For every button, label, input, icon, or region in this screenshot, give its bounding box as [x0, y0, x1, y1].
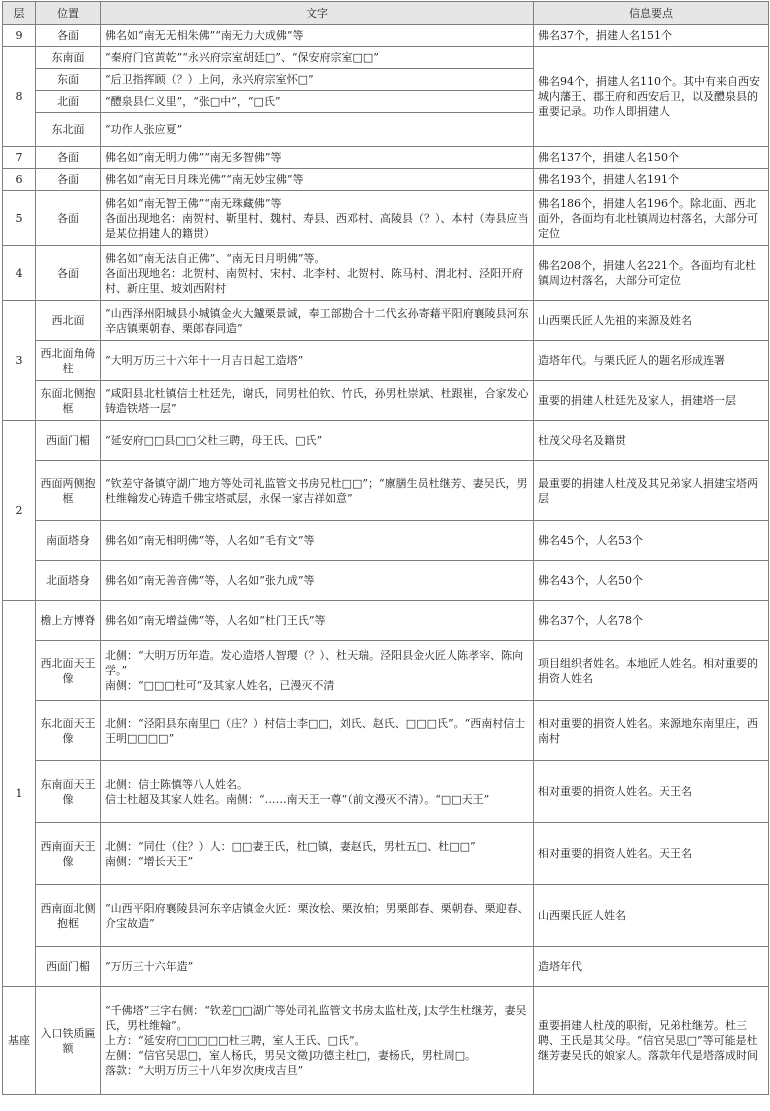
inscription-line: 佛名如“南无增益佛”等，人名如“杜门王氏”等	[105, 614, 326, 627]
inscription-text-cell	[101, 47, 534, 69]
inscription-text-cell	[101, 341, 534, 381]
position-cell: 南面塔身	[36, 521, 101, 561]
table-body	[3, 25, 769, 1095]
layer-cell: 2	[3, 421, 36, 601]
inscription-text-cell	[101, 521, 534, 561]
inscription-text-cell	[101, 885, 534, 947]
position-cell: 东北面天王像	[36, 701, 101, 761]
info-cell: 佛名208个，捐建人名221个。各面均有北杜镇周边村落名，大部分可定位	[534, 246, 769, 301]
inscription-line: “山西平阳府襄陵县河东辛店镇金火匠：栗汝桧、栗汝柏；男栗郎春、栗朝春、栗迎春、介宝故造”	[105, 901, 529, 930]
layer-cell: 9	[3, 25, 36, 47]
info-cell: 杜茂父母名及籍贯	[534, 421, 769, 461]
inscription-line: 落款：“大明万历三十八年岁次庚戌吉旦”	[105, 1064, 304, 1077]
inscription-line: 信士杜超及其家人姓名。南侧：“……南天王一尊”（前文漫灭不清）。“□□天王”	[105, 792, 490, 806]
table-row	[3, 169, 769, 191]
info-cell: 造塔年代。与栗氏匠人的题名形成连署	[534, 341, 769, 381]
inscription-text-cell	[101, 701, 534, 761]
position-cell: 各面	[36, 246, 101, 301]
inscription-line: 佛名如“南无日月珠光佛”“南无妙宝佛”等	[105, 173, 304, 186]
inscription-line: 南侧：“增长天王”	[105, 854, 194, 868]
inscription-line: 佛名如“南无善音佛”等，人名如“张九成”等	[105, 574, 315, 587]
table-row	[3, 246, 769, 301]
table-row	[3, 47, 769, 69]
table-row	[3, 461, 769, 521]
inscription-line: 各面出现地名：北贺村、南贺村、宋村、北李村、北贺村、陈马村、渭北村、泾阳开府村、新庄里、坡刘西附村	[105, 266, 523, 295]
position-cell: 各面	[36, 191, 101, 246]
info-cell: 重要的捐建人杜廷先及家人，捐建塔一层	[534, 381, 769, 421]
position-cell: 西面两侧抱框	[36, 461, 101, 521]
layer-cell: 4	[3, 246, 36, 301]
inscription-line: 各面出现地名：南贺村、靳里村、魏村、寿县、西邓村、高陵县（？）、本村（寿县应当是某位捐建人的籍贯）	[105, 211, 529, 240]
position-cell: 东南面	[36, 47, 101, 69]
info-cell: 山西栗氏匠人先祖的来源及姓名	[534, 301, 769, 341]
inscription-line: “功作人张应夏”	[105, 123, 183, 136]
info-cell: 佛名45个，人名53个	[534, 521, 769, 561]
layer-cell: 3	[3, 301, 36, 421]
inscription-line: 北侧：信士陈慎等八人姓名。	[105, 777, 248, 791]
inscription-line: “大明万历三十六年十一月吉日起工造塔”	[105, 354, 304, 367]
layer-cell: 8	[3, 47, 36, 147]
inscription-line: 佛名如“南无法自正佛”、“南无日月明佛”等。	[105, 251, 326, 265]
table-row	[3, 341, 769, 381]
inscription-line: 北侧：“泾阳县东南里□（庄？）村信士李□□，刘氏、赵氏、□□□氏”。“西南村信士王明□□□□”	[105, 716, 526, 745]
table-row	[3, 701, 769, 761]
info-cell: 佛名94个，捐建人名110个。其中有来自西安城内藩王、郡王府和西安后卫，以及醴泉县的重要记录。功作人即捐建人	[534, 47, 769, 147]
inscription-line: “后卫指挥顾（？）上问，永兴府宗室怀□”	[105, 73, 314, 86]
inscription-line: 上方：“延安府□□□□□杜三聘，室人王氏、□氏”。	[105, 1034, 366, 1047]
table-row	[3, 301, 769, 341]
layer-cell: 1	[3, 601, 36, 987]
table-row	[3, 421, 769, 461]
table-row	[3, 641, 769, 701]
inscription-line: “醴泉县仁义里”，“张□中”，“□氏”	[105, 95, 281, 108]
inscription-text-cell	[101, 761, 534, 823]
position-cell: 东面北侧抱框	[36, 381, 101, 421]
position-cell: 东南面天王像	[36, 761, 101, 823]
position-cell: 西南面北侧抱框	[36, 885, 101, 947]
table-row	[3, 601, 769, 641]
inscription-text-cell	[101, 561, 534, 601]
inscription-text-cell	[101, 601, 534, 641]
info-cell: 相对重要的捐资人姓名。来源地东南里庄，西南村	[534, 701, 769, 761]
table-row	[3, 147, 769, 169]
position-cell: 北面	[36, 91, 101, 113]
info-cell: 佛名193个，捐建人名191个	[534, 169, 769, 191]
header-info: 信息要点	[534, 2, 769, 25]
position-cell: 各面	[36, 25, 101, 47]
inscription-text-cell	[101, 246, 534, 301]
table-row	[3, 885, 769, 947]
inscription-line: 佛名如“南无智王佛”“南无珠藏佛”等	[105, 196, 282, 210]
position-cell: 各面	[36, 169, 101, 191]
inscription-line: “万历三十六年造”	[105, 960, 194, 973]
inscription-text-cell	[101, 987, 534, 1095]
inscription-line: 南侧：“□□□杜可”及其家人姓名，已漫灭不清	[105, 679, 335, 692]
position-cell: 北面塔身	[36, 561, 101, 601]
info-cell: 佛名186个，捐建人名196个。除北面、西北面外，各面均有北杜镇周边村落名，大部分可定位	[534, 191, 769, 246]
inscription-text-cell	[101, 91, 534, 113]
info-cell: 相对重要的捐资人姓名。天王名	[534, 823, 769, 885]
header-text: 文字	[101, 2, 534, 25]
info-cell: 相对重要的捐资人姓名。天王名	[534, 761, 769, 823]
position-cell: 西面门楣	[36, 421, 101, 461]
position-cell: 檐上方博脊	[36, 601, 101, 641]
inscription-text-cell	[101, 191, 534, 246]
table-row	[3, 987, 769, 1095]
table-row	[3, 561, 769, 601]
inscription-line: “咸阳县北杜镇信士杜廷先，谢氏，同男杜伯钦、竹氏，孙男杜崇斌、杜跟崔，合家发心铸造铁塔一层”	[105, 386, 529, 415]
inscription-line: “钦差守备镇守湖广地方等处司礼监管文书房兄杜□□”；“廪膳生员杜继芳、妻吴氏，男杜维翰发心铸造千佛宝塔贰层，永保一家吉祥如意”	[105, 476, 528, 505]
inscription-text-cell	[101, 947, 534, 987]
layer-cell: 5	[3, 191, 36, 246]
position-cell: 西南面天王像	[36, 823, 101, 885]
info-cell: 佛名37个，人名78个	[534, 601, 769, 641]
layer-cell: 基座	[3, 987, 36, 1095]
info-cell: 项目组织者姓名。本地匠人姓名。相对重要的捐资人姓名	[534, 641, 769, 701]
inscription-text-cell	[101, 641, 534, 701]
inscription-line: 佛名如“南无相明佛”等，人名如“毛有文”等	[105, 534, 315, 547]
inscription-line: “千佛塔”三字右侧：“钦差□□湖广等处司礼监管文书房太监杜茂，⌋太学生杜继芳，妻吴氏，男杜维翰”。	[105, 1004, 527, 1032]
inscription-text-cell	[101, 25, 534, 47]
inscription-line: 佛名如“南无明力佛”“南无多智佛”等	[105, 151, 282, 164]
layer-cell: 7	[3, 147, 36, 169]
table-row	[3, 823, 769, 885]
position-cell: 西北面天王像	[36, 641, 101, 701]
layer-cell: 6	[3, 169, 36, 191]
table-row	[3, 521, 769, 561]
inscription-text-cell	[101, 461, 534, 521]
inscription-line: 左侧：“信官吴思□，室人杨氏，男吴文徵⌋功德主杜□，妻杨氏，男杜周□。	[105, 1049, 477, 1062]
table-row	[3, 947, 769, 987]
inscription-text-cell	[101, 113, 534, 147]
position-cell: 各面	[36, 147, 101, 169]
table-row	[3, 191, 769, 246]
position-cell: 西北面	[36, 301, 101, 341]
inscription-line: 佛名如“南无无相朱佛”“南无力大成佛”等	[105, 29, 304, 42]
position-cell: 西北面角倚柱	[36, 341, 101, 381]
info-cell: 佛名137个，捐建人名150个	[534, 147, 769, 169]
inscription-text-cell	[101, 301, 534, 341]
inscription-text-cell	[101, 169, 534, 191]
header-layer: 层	[3, 2, 36, 25]
info-cell: 佛名43个，人名50个	[534, 561, 769, 601]
header-position: 位置	[36, 2, 101, 25]
position-cell: 东面	[36, 69, 101, 91]
inscription-table	[2, 1, 769, 1095]
inscription-text-cell	[101, 421, 534, 461]
info-cell: 最重要的捐建人杜茂及其兄弟家人捐建宝塔两层	[534, 461, 769, 521]
inscription-line: 北侧：“同仕（住？）人：□□妻王氏，杜□镇，妻赵氏，男杜五□、杜□□”	[105, 839, 476, 853]
info-cell: 重要捐建人杜茂的职衔，兄弟杜继芳。杜三聘、王氏是其父母。“信官吴思□”等可能是杜继芳妻吴氏的娘家人。落款年代是塔落成时间	[534, 987, 769, 1095]
table-row	[3, 25, 769, 47]
inscription-text-cell	[101, 381, 534, 421]
inscription-line: “山西泽州阳城县小城镇金火大鑪栗景诚，奉工部勘合十二代玄孙寄藉平阳府襄陵县河东辛店镇栗朝春、栗郎春同造”	[105, 306, 529, 335]
table-row	[3, 381, 769, 421]
info-cell: 佛名37个，捐建人名151个	[534, 25, 769, 47]
inscription-text-cell	[101, 147, 534, 169]
position-cell: 东北面	[36, 113, 101, 147]
info-cell: 造塔年代	[534, 947, 769, 987]
header-row	[3, 2, 769, 25]
inscription-text-cell	[101, 823, 534, 885]
inscription-line: “延安府□□县□□父杜三聘，母王氏、□氏”	[105, 434, 323, 447]
table-row	[3, 761, 769, 823]
inscription-line: “秦府门官黄乾”“永兴府宗室胡廷□”、“保安府宗室□□”	[105, 51, 379, 64]
position-cell: 西面门楣	[36, 947, 101, 987]
inscription-line: 北侧：“大明万历年造。发心造塔人智璎（？）、杜天瑞。泾阳县金火匠人陈孝宰、陈向学。”	[105, 649, 524, 677]
inscription-text-cell	[101, 69, 534, 91]
info-cell: 山西栗氏匠人姓名	[534, 885, 769, 947]
position-cell: 入口铁质匾额	[36, 987, 101, 1095]
